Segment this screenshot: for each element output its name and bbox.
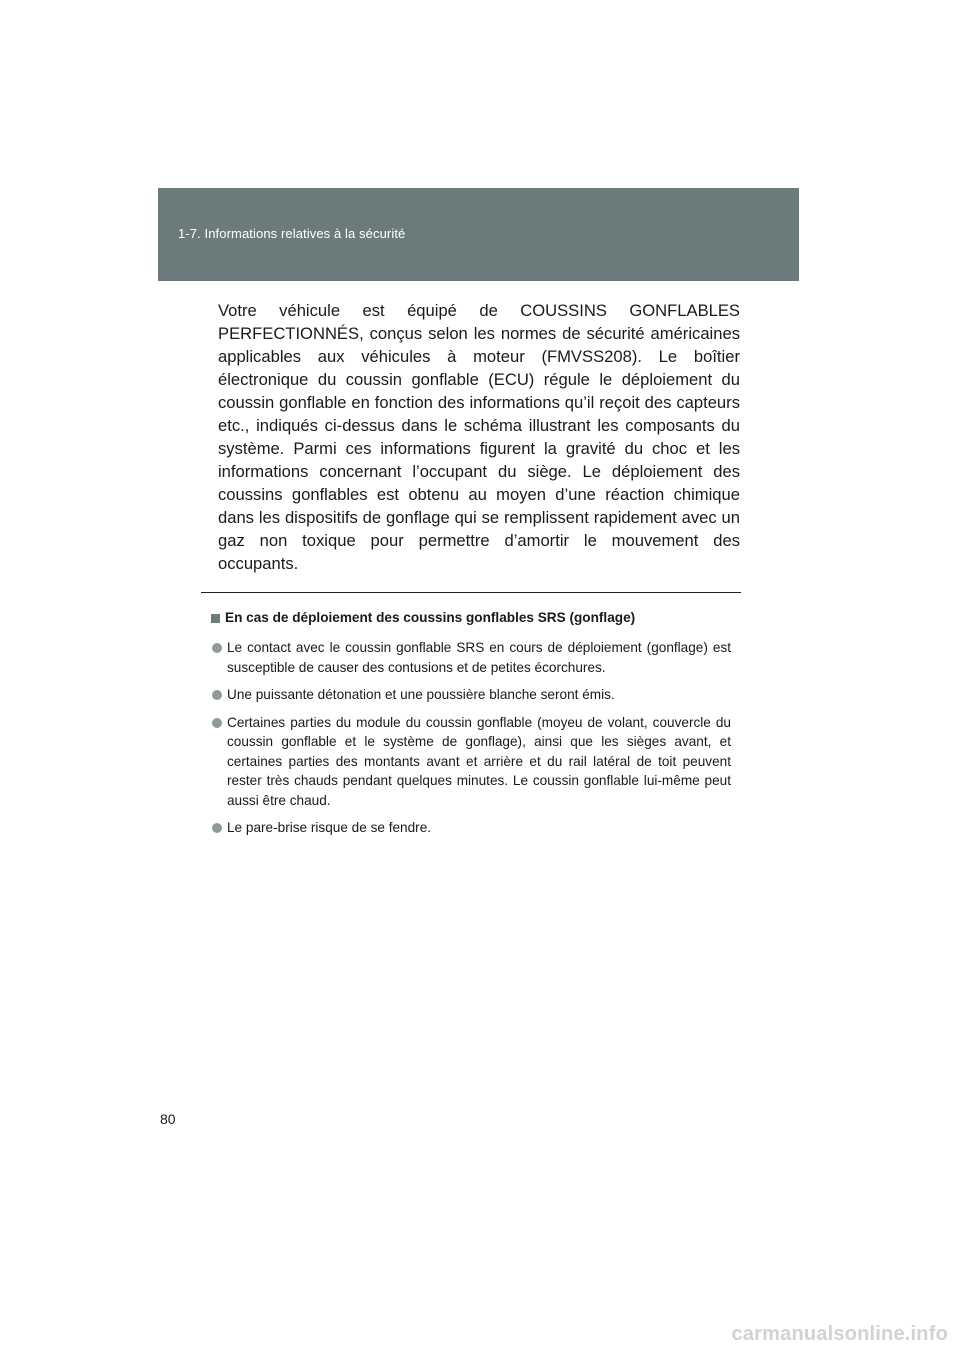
bullet-text: Une puissante détonation et une poussière blanche seront émis. <box>227 687 615 702</box>
square-bullet-icon <box>211 614 220 623</box>
section-heading <box>211 608 731 628</box>
intro-paragraph: Votre véhicule est équipé de COUSSINS GONFLABLES PERFECTIONNÉS, conçus selon les normes de sécurité américaines applicables aux véhicules à moteur (FMVSS208). Le boîtier électronique du coussin gonflable (ECU) régule le déploiement du coussin gonflable en fonction des informations qu’il reçoit des capteurs etc., indiqués ci-dessus dans le schéma illustrant les composants du système. Parmi ces informations figurent la gravité du choc et les informations concernant l’occupant du siège. Le déploiement des coussins gonflables est obtenu au moyen d’une réaction chimique dans les dispositifs de gonflage qui se remplissent rapidement avec un gaz non toxique pour permettre d’amortir le mouvement des occupants. <box>218 301 740 573</box>
bullet-text: Le contact avec le coussin gonflable SRS en cours de déploiement (gonflage) est susceptible de causer des contusions et de petites écorchures. <box>227 640 731 675</box>
bullet-text: Le pare-brise risque de se fendre. <box>227 820 432 835</box>
watermark: carmanualsonline.info <box>731 1323 948 1345</box>
section-title: 1-7. Informations relatives à la sécurité <box>178 226 406 241</box>
bullet-item <box>211 713 731 811</box>
bullet-list <box>211 638 731 838</box>
section-header-band <box>158 188 799 281</box>
bullet-text: Certaines parties du module du coussin gonflable (moyeu de volant, couvercle du coussin gonflable et le système de gonflage), ainsi que les sièges avant, et certaines parties des montants avant et arrière et du rail latéral de toit peuvent rester très chauds pendant quelques minutes. Le coussin gonflable lui-même peut aussi être chaud. <box>227 714 731 808</box>
page-number: 80 <box>160 1111 176 1127</box>
bullet-dot-icon <box>212 718 222 728</box>
bullet-dot-icon <box>212 643 222 653</box>
bullet-item <box>211 818 731 838</box>
bullet-dot-icon <box>212 823 222 833</box>
deployment-section <box>211 608 731 846</box>
bullet-item <box>211 638 731 677</box>
divider <box>201 592 741 593</box>
section-heading-text: En cas de déploiement des coussins gonflables SRS (gonflage) <box>225 610 636 625</box>
bullet-dot-icon <box>212 690 222 700</box>
bullet-item <box>211 685 731 705</box>
